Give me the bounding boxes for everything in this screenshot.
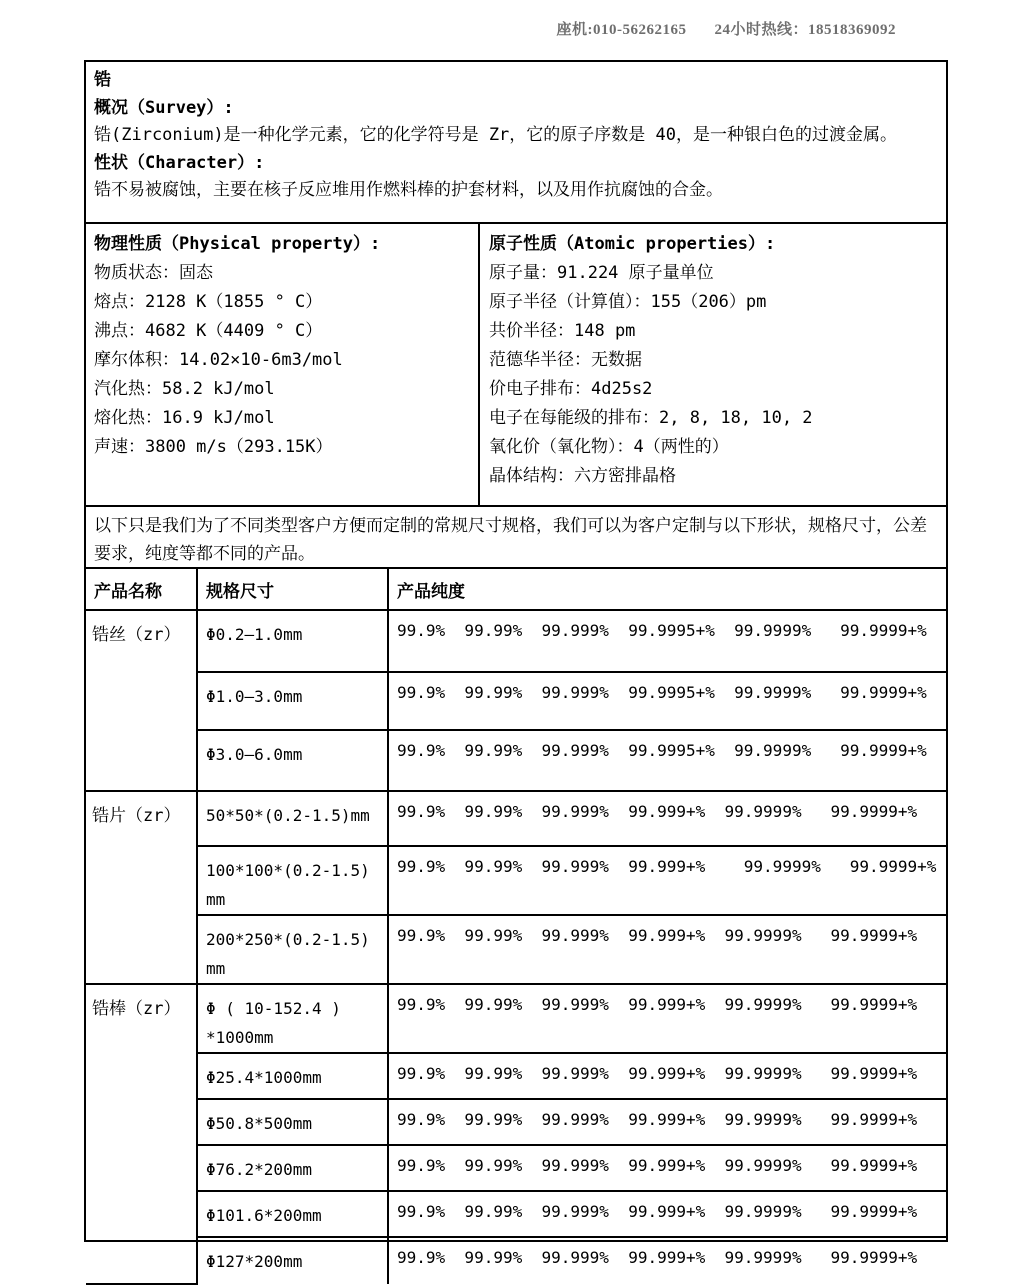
product-group-cell: 锆丝（zr） — [86, 610, 197, 791]
document-frame — [84, 60, 948, 1271]
table-row — [86, 791, 946, 846]
table-row — [86, 730, 946, 791]
physical-property-line: 声速：3800 m/s（293.15K） — [94, 437, 333, 457]
purity-cell: 99.9% 99.99% 99.999% 99.999+% 99.9999% 99.9999+% — [388, 1145, 946, 1191]
spec-cell: 200*250*(0.2-1.5) mm — [197, 915, 388, 984]
atomic-properties-panel — [480, 224, 946, 505]
table-row — [86, 1237, 946, 1284]
spec-cell: 50*50*(0.2-1.5)mm — [197, 791, 388, 846]
physical-property-line: 汽化热：58.2 kJ/mol — [94, 379, 275, 399]
table-row — [86, 1099, 946, 1145]
hotline-phone: 24小时热线：18518369092 — [714, 22, 896, 38]
table-row — [86, 1191, 946, 1237]
spec-cell: Φ50.8*500mm — [197, 1099, 388, 1145]
atomic-property-line: 原子量：91.224 原子量单位 — [489, 263, 714, 283]
physical-property-line: 摩尔体积：14.02×10-6m3/mol — [94, 350, 343, 370]
table-row — [86, 984, 946, 1053]
spec-cell: Φ3.0—6.0mm — [197, 730, 388, 791]
physical-properties-panel — [86, 224, 480, 505]
contact-header — [0, 18, 896, 39]
col-header-purity: 产品纯度 — [388, 568, 946, 610]
physical-properties-title: 物理性质（Physical property）: — [94, 234, 381, 254]
col-header-spec: 规格尺寸 — [197, 568, 388, 610]
physical-property-line: 沸点：4682 K（4409 ° C） — [94, 321, 323, 341]
atomic-property-line: 范德华半径：无数据 — [489, 350, 642, 370]
spec-cell: 100*100*(0.2-1.5) mm — [197, 846, 388, 915]
custom-note: 以下只是我们为了不同类型客户方便而定制的常规尺寸规格，我们可以为客户定制与以下形状，规格尺寸，公差要求，纯度等都不同的产品。 — [86, 505, 946, 567]
table-row — [86, 1053, 946, 1099]
col-header-product-name: 产品名称 — [86, 568, 197, 610]
product-group-cell: 锆棒（zr） — [86, 984, 197, 1284]
atomic-properties-title: 原子性质（Atomic properties）: — [489, 234, 776, 254]
spec-cell: Φ101.6*200mm — [197, 1191, 388, 1237]
intro-section — [86, 62, 946, 222]
spec-cell: Φ76.2*200mm — [197, 1145, 388, 1191]
purity-cell: 99.9% 99.99% 99.999% 99.999+% 99.9999% 99.9999+% — [388, 846, 946, 915]
purity-cell: 99.9% 99.99% 99.999% 99.9995+% 99.9999% 99.9999+% — [388, 730, 946, 791]
spec-cell: Φ25.4*1000mm — [197, 1053, 388, 1099]
table-row — [86, 915, 946, 984]
purity-cell: 99.9% 99.99% 99.999% 99.999+% 99.9999% 99.9999+% — [388, 984, 946, 1053]
purity-cell: 99.9% 99.99% 99.999% 99.9995+% 99.9999% 99.9999+% — [388, 672, 946, 730]
physical-property-line: 熔化热：16.9 kJ/mol — [94, 408, 275, 428]
purity-cell: 99.9% 99.99% 99.999% 99.999+% 99.9999% 99.9999+% — [388, 915, 946, 984]
atomic-property-line: 原子半径（计算值）：155（206）pm — [489, 292, 767, 312]
character-text: 锆不易被腐蚀，主要在核子反应堆用作燃料棒的护套材料，以及用作抗腐蚀的合金。 — [94, 180, 723, 200]
physical-property-line: 熔点：2128 K（1855 ° C） — [94, 292, 323, 312]
table-row — [86, 672, 946, 730]
spec-cell: Φ127*200mm — [197, 1237, 388, 1284]
purity-cell: 99.9% 99.99% 99.999% 99.999+% 99.9999% 99.9999+% — [388, 1191, 946, 1237]
atomic-property-line: 价电子排布：4d25s2 — [489, 379, 653, 399]
purity-cell: 99.9% 99.99% 99.999% 99.999+% 99.9999% 99.9999+% — [388, 1237, 946, 1284]
spec-cell: Φ1.0—3.0mm — [197, 672, 388, 730]
atomic-property-line: 氧化价（氧化物）：4（两性的） — [489, 437, 729, 457]
purity-cell: 99.9% 99.99% 99.999% 99.999+% 99.9999% 99.9999+% — [388, 1053, 946, 1099]
properties-section — [86, 222, 946, 505]
spec-cell: Φ0.2—1.0mm — [197, 610, 388, 672]
survey-text: 锆(Zirconium)是一种化学元素，它的化学符号是 Zr，它的原子序数是 40，是一种银白色的过渡金属。 — [94, 125, 897, 145]
atomic-property-line: 晶体结构：六方密排晶格 — [489, 466, 676, 486]
table-row — [86, 1145, 946, 1191]
character-label: 性状（Character）: — [94, 152, 265, 173]
survey-label: 概况（Survey）: — [94, 97, 234, 118]
purity-cell: 99.9% 99.99% 99.999% 99.999+% 99.9999% 99.9999+% — [388, 791, 946, 846]
products-table — [86, 567, 946, 1285]
physical-property-line: 物质状态：固态 — [94, 263, 213, 283]
table-row — [86, 846, 946, 915]
purity-cell: 99.9% 99.99% 99.999% 99.9995+% 99.9999% 99.9999+% — [388, 610, 946, 672]
spec-cell: Φ ( 10-152.4 ) *1000mm — [197, 984, 388, 1053]
product-group-cell: 锆片（zr） — [86, 791, 197, 984]
purity-cell: 99.9% 99.99% 99.999% 99.999+% 99.9999% 99.9999+% — [388, 1099, 946, 1145]
table-row — [86, 610, 946, 672]
landline-phone: 座机:010-56262165 — [556, 22, 687, 38]
atomic-property-line: 共价半径：148 pm — [489, 321, 636, 341]
table-header-row — [86, 568, 946, 610]
page-title: 锆 — [94, 70, 111, 90]
atomic-property-line: 电子在每能级的排布：2, 8, 18, 10, 2 — [489, 408, 813, 428]
